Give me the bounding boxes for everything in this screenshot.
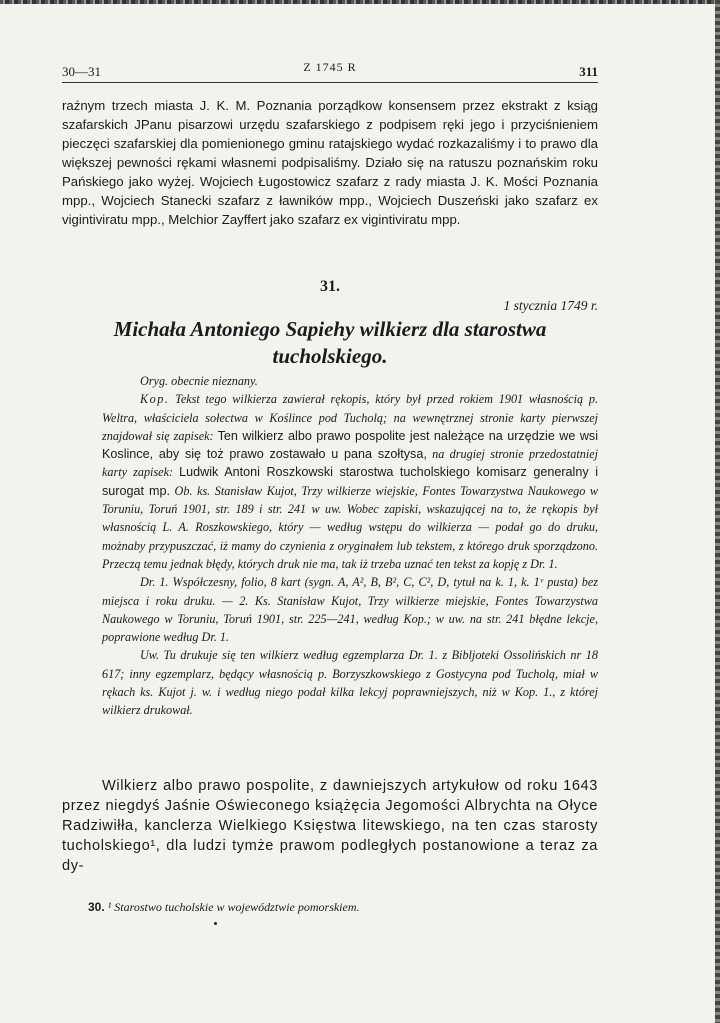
note-text: Tu drukuje się ten wilkierz według egzemplarza Dr. 1. z Bibljoteki Ossolińskich nr 18 617; inny egzemplarz, będący własnością p. Borzyszkowskiego z Gostycyna pod Tucholą, miał w rękach ks. Kujot j. w. i według niego podał kilka lekcyj poprawniejszych, niż w Kop. 1., z której wilkierz drukował. <box>102 648 598 718</box>
editorial-notes <box>102 372 598 720</box>
note-label: Dr. 1. <box>140 575 169 590</box>
scan-right-edge <box>715 0 720 1023</box>
wilkierz-text <box>62 776 598 876</box>
note-text: obecnie nieznany. <box>171 374 258 388</box>
quoted-inscription: Ten wilkierz albo prawo pospolite jest należące na urzędzie we wsi Koslince, aby się toż prawo zostawało u pana szołtysa, <box>102 428 599 462</box>
header-rule <box>62 82 598 83</box>
note-label: Oryg. <box>140 374 169 388</box>
note-text: Współczesny, folio, 8 kart (sygn. A, A², B, B², C, C², D, tytuł na k. 1, k. 1ᵛ pusta) bez miejsca i roku druku. — 2. Ks. Stanisław Kujot, Trzy wilkierze miejskie, Fontes Towarzystwa Naukowego w Toruniu, Toruń 1901, str. 225—241, według Kop.; w uw. na str. 241 błędne lekcje, poprawione według Dr. 1. <box>102 575 598 645</box>
note-label: Uw. <box>140 648 160 663</box>
header-year: Z 1745 R <box>303 60 357 74</box>
scan-top-edge <box>0 0 720 4</box>
wilkierz-body: Wilkierz albo prawo pospolite, z dawniejszych artykułow od roku 1643 przez niegdyś Jaśnie Oświeconego książęcia Jegomości Albrychta na Ołyce Radziwiłła, kanclerza Wielkiego Księstwa litewskiego, na ten czas starosty tucholskiego¹, dla ludzi tymże prawom podległych postanowione a teraz za dy- <box>62 778 598 874</box>
running-header <box>62 56 598 84</box>
note-text: na drugiej stronie przedostatniej karty zapisek: <box>102 447 599 480</box>
footnote-doc-number: 30. <box>88 900 105 914</box>
print-speck <box>214 922 217 925</box>
page-number: 311 <box>579 64 598 79</box>
document-title: Michała Antoniego Sapiehy wilkierz dla starostwa tucholskiego. <box>113 317 547 368</box>
note-oryg <box>102 372 598 390</box>
note-text: Tekst tego wilkierza zawierał rękopis, który był przed rokiem 1901 własnością p. Weltra, właściciela sołectwa w Koślince pod Tucholą; na wewnętrznej stronie karty pierwszej znajdował się zapisek: <box>102 392 598 443</box>
footnote-mark: ¹ <box>107 900 112 914</box>
previous-document-ending: raźnym trzech miasta J. K. M. Poznania porządkow konsensem przez ekstrakt z ksiąg szafarskich JPanu pisarzowi urzędu szafarskiego z podpisem ręki jego i przyciśnieniem pieczęci szafarskiej dla pomienionego gminu ratajskiego wydać rozkazaliśmy i to prawo dla większej pewności rękami własnemi podpisaliśmy. Działo się na ratuszu poznańskim roku Pańskiego jako wyżej. Wojciech Ługostowicz szafarz z rady miasta J. K. Mości Poznania mpp., Wojciech Stanecki szafarz z ławników mpp., Wojciech Duszeński jako szafarz ex vigintiviratu mpp., Melchior Zayffert jako szafarz ex vigintiviratu mpp. <box>62 98 598 227</box>
document-number: 31. <box>320 278 340 295</box>
note-uw <box>102 646 598 719</box>
footnote-text: Starostwo tucholskie w województwie pomorskiem. <box>114 900 360 914</box>
note-dr <box>102 573 598 646</box>
note-kop <box>102 390 598 573</box>
document-date: 1 stycznia 1749 r. <box>503 298 598 313</box>
note-label: Kop. <box>140 392 170 407</box>
footnote <box>88 900 598 915</box>
quoted-inscription: Ludwik Antoni Roszkowski starostwa tucholskiego komisarz generalny i surogat mp. <box>102 465 598 498</box>
header-doc-range: 30—31 <box>62 64 101 79</box>
note-text: Ob. ks. Stanisław Kujot, Trzy wilkierze wiejskie, Fontes Towarzystwa Naukowego w Toruniu, Toruń 1901, str. 189 i str. 241 w uw. Wobec zapiski, wskazującej na to, że rękopis był własnością L. A. Roszkowskiego, który — według wstępu do wilkierza — podał go do druku, możnaby przypuszczać, iż mamy do czynienia z oryginałem lub tekstem, z którego druk sporządzono. Przeczą temu jednak błędy, których druk nie ma, tak iż trzeba uznać ten tekst za kopję z Dr. 1. <box>102 483 599 571</box>
